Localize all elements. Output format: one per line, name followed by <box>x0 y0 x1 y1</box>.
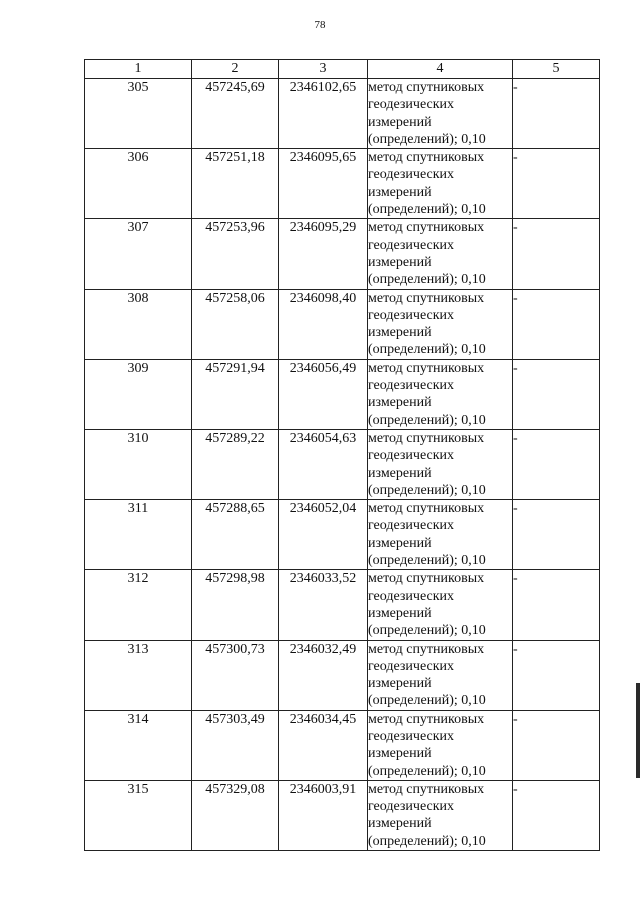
y-coordinate-cell: 2346052,04 <box>279 500 368 570</box>
column-header: 1 <box>85 60 192 79</box>
note-cell: - <box>513 219 600 289</box>
table-row <box>85 640 600 710</box>
table-header-row <box>85 60 600 79</box>
y-coordinate-cell: 2346032,49 <box>279 640 368 710</box>
x-coordinate-cell: 457303,49 <box>192 710 279 780</box>
x-coordinate-cell: 457245,69 <box>192 79 279 149</box>
table-body <box>85 79 600 851</box>
note-cell: - <box>513 780 600 850</box>
table-row <box>85 780 600 850</box>
table-row <box>85 500 600 570</box>
column-header: 2 <box>192 60 279 79</box>
note-cell: - <box>513 359 600 429</box>
method-cell: метод спутниковых геодезических измерений (определений); 0,10 <box>368 500 513 570</box>
point-number-cell: 309 <box>85 359 192 429</box>
note-cell: - <box>513 500 600 570</box>
y-coordinate-cell: 2346054,63 <box>279 429 368 499</box>
note-cell: - <box>513 640 600 710</box>
table-row <box>85 570 600 640</box>
y-coordinate-cell: 2346098,40 <box>279 289 368 359</box>
method-cell: метод спутниковых геодезических измерений (определений); 0,10 <box>368 289 513 359</box>
point-number-cell: 308 <box>85 289 192 359</box>
table-row <box>85 289 600 359</box>
column-header: 4 <box>368 60 513 79</box>
table-row <box>85 359 600 429</box>
column-header: 5 <box>513 60 600 79</box>
y-coordinate-cell: 2346003,91 <box>279 780 368 850</box>
note-cell: - <box>513 79 600 149</box>
point-number-cell: 305 <box>85 79 192 149</box>
y-coordinate-cell: 2346056,49 <box>279 359 368 429</box>
x-coordinate-cell: 457251,18 <box>192 149 279 219</box>
x-coordinate-cell: 457291,94 <box>192 359 279 429</box>
method-cell: метод спутниковых геодезических измерений (определений); 0,10 <box>368 570 513 640</box>
point-number-cell: 311 <box>85 500 192 570</box>
method-cell: метод спутниковых геодезических измерений (определений); 0,10 <box>368 429 513 499</box>
point-number-cell: 310 <box>85 429 192 499</box>
x-coordinate-cell: 457298,98 <box>192 570 279 640</box>
table-row <box>85 710 600 780</box>
x-coordinate-cell: 457329,08 <box>192 780 279 850</box>
note-cell: - <box>513 289 600 359</box>
point-number-cell: 313 <box>85 640 192 710</box>
method-cell: метод спутниковых геодезических измерений (определений); 0,10 <box>368 359 513 429</box>
table-row <box>85 219 600 289</box>
scan-edge-mark <box>636 683 640 778</box>
column-header: 3 <box>279 60 368 79</box>
note-cell: - <box>513 710 600 780</box>
method-cell: метод спутниковых геодезических измерений (определений); 0,10 <box>368 640 513 710</box>
x-coordinate-cell: 457300,73 <box>192 640 279 710</box>
x-coordinate-cell: 457253,96 <box>192 219 279 289</box>
method-cell: метод спутниковых геодезических измерений (определений); 0,10 <box>368 710 513 780</box>
note-cell: - <box>513 429 600 499</box>
method-cell: метод спутниковых геодезических измерений (определений); 0,10 <box>368 780 513 850</box>
y-coordinate-cell: 2346033,52 <box>279 570 368 640</box>
point-number-cell: 314 <box>85 710 192 780</box>
y-coordinate-cell: 2346095,65 <box>279 149 368 219</box>
x-coordinate-cell: 457288,65 <box>192 500 279 570</box>
method-cell: метод спутниковых геодезических измерений (определений); 0,10 <box>368 149 513 219</box>
note-cell: - <box>513 149 600 219</box>
point-number-cell: 312 <box>85 570 192 640</box>
note-cell: - <box>513 570 600 640</box>
point-number-cell: 315 <box>85 780 192 850</box>
table-row <box>85 429 600 499</box>
y-coordinate-cell: 2346095,29 <box>279 219 368 289</box>
point-number-cell: 306 <box>85 149 192 219</box>
table-row <box>85 79 600 149</box>
x-coordinate-cell: 457258,06 <box>192 289 279 359</box>
point-number-cell: 307 <box>85 219 192 289</box>
y-coordinate-cell: 2346102,65 <box>279 79 368 149</box>
coordinates-table <box>84 59 600 851</box>
y-coordinate-cell: 2346034,45 <box>279 710 368 780</box>
page-number: 78 <box>314 19 326 31</box>
table-row <box>85 149 600 219</box>
method-cell: метод спутниковых геодезических измерений (определений); 0,10 <box>368 79 513 149</box>
method-cell: метод спутниковых геодезических измерений (определений); 0,10 <box>368 219 513 289</box>
x-coordinate-cell: 457289,22 <box>192 429 279 499</box>
